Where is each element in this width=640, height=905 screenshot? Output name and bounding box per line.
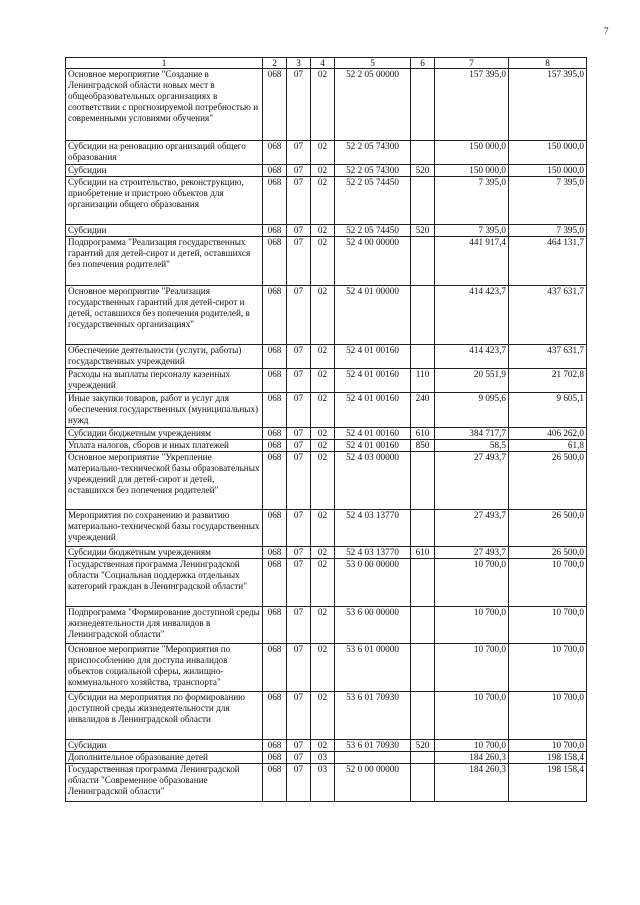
row-amount-year1: 10 700,0 bbox=[435, 644, 509, 692]
row-amount-year2: 26 500,0 bbox=[509, 452, 587, 510]
column-header: 8 bbox=[509, 58, 587, 69]
table-row bbox=[66, 69, 587, 141]
row-expense-type: 520 bbox=[411, 225, 435, 237]
row-amount-year1: 58,5 bbox=[435, 440, 509, 452]
row-name: Субсидии bbox=[66, 225, 263, 237]
row-name: Субсидии бюджетным учреждениям bbox=[66, 428, 263, 440]
table-row bbox=[66, 345, 587, 369]
row-amount-year1: 7 395,0 bbox=[435, 225, 509, 237]
row-subsection-code: 02 bbox=[311, 692, 335, 740]
row-subsection-code: 02 bbox=[311, 644, 335, 692]
row-target-article: 52 4 01 00000 bbox=[335, 286, 411, 345]
row-subsection-code: 02 bbox=[311, 393, 335, 428]
row-section-code: 07 bbox=[287, 225, 311, 237]
row-expense-type bbox=[411, 510, 435, 547]
row-target-article: 52 2 05 74450 bbox=[335, 177, 411, 225]
row-amount-year1: 184 260,3 bbox=[435, 752, 509, 764]
page-number: 7 bbox=[604, 26, 609, 36]
row-amount-year1: 7 395,0 bbox=[435, 177, 509, 225]
row-target-article: 52 0 00 00000 bbox=[335, 764, 411, 802]
row-name: Расходы на выплаты персоналу казенных учреждений bbox=[66, 369, 263, 393]
row-subsection-code: 02 bbox=[311, 440, 335, 452]
row-gr-code: 068 bbox=[263, 547, 287, 559]
table-row bbox=[66, 177, 587, 225]
row-amount-year2: 10 700,0 bbox=[509, 740, 587, 752]
row-gr-code: 068 bbox=[263, 345, 287, 369]
row-name: Государственная программа Ленинградской области "Социальная поддержка отдельных категорий граждан в Ленинградской области" bbox=[66, 559, 263, 607]
table-row bbox=[66, 393, 587, 428]
row-target-article: 52 2 05 74300 bbox=[335, 141, 411, 165]
row-gr-code: 068 bbox=[263, 225, 287, 237]
row-expense-type bbox=[411, 286, 435, 345]
row-expense-type: 610 bbox=[411, 547, 435, 559]
row-gr-code: 068 bbox=[263, 177, 287, 225]
table-row bbox=[66, 644, 587, 692]
row-target-article: 52 2 05 00000 bbox=[335, 69, 411, 141]
row-amount-year2: 10 700,0 bbox=[509, 644, 587, 692]
row-subsection-code: 02 bbox=[311, 177, 335, 225]
row-subsection-code: 02 bbox=[311, 345, 335, 369]
row-subsection-code: 02 bbox=[311, 225, 335, 237]
row-name: Обеспечение деятельности (услуги, работы) государственных учреждений bbox=[66, 345, 263, 369]
row-amount-year1: 9 095,6 bbox=[435, 393, 509, 428]
row-expense-type bbox=[411, 607, 435, 644]
budget-table bbox=[65, 57, 587, 802]
row-name: Субсидии bbox=[66, 165, 263, 177]
row-subsection-code: 02 bbox=[311, 428, 335, 440]
row-gr-code: 068 bbox=[263, 369, 287, 393]
table-row bbox=[66, 225, 587, 237]
row-target-article: 52 4 01 00160 bbox=[335, 345, 411, 369]
row-section-code: 07 bbox=[287, 452, 311, 510]
row-expense-type bbox=[411, 692, 435, 740]
column-header: 7 bbox=[435, 58, 509, 69]
column-header: 2 bbox=[263, 58, 287, 69]
table-row bbox=[66, 764, 587, 802]
row-name: Основное мероприятие "Укрепление материально-технической базы образовательных учреждений для детей-сирот и детей, оставшихся без попечения родителей" bbox=[66, 452, 263, 510]
row-name: Подпрограмма "Формирование доступной среды жизнедеятельности для инвалидов в Ленинградской области" bbox=[66, 607, 263, 644]
row-amount-year1: 441 917,4 bbox=[435, 237, 509, 286]
row-name: Уплата налогов, сборов и иных платежей bbox=[66, 440, 263, 452]
row-amount-year1: 150 000,0 bbox=[435, 141, 509, 165]
row-section-code: 07 bbox=[287, 237, 311, 286]
row-subsection-code: 02 bbox=[311, 559, 335, 607]
row-name: Основное мероприятие "Создание в Ленинградской области новых мест в общеобразовательных организациях в соответствии с прогнозируемой потребностью и современными условиями обучения" bbox=[66, 69, 263, 141]
row-section-code: 07 bbox=[287, 177, 311, 225]
row-section-code: 07 bbox=[287, 644, 311, 692]
row-target-article: 52 4 01 00160 bbox=[335, 440, 411, 452]
row-subsection-code: 02 bbox=[311, 237, 335, 286]
row-gr-code: 068 bbox=[263, 237, 287, 286]
row-amount-year1: 27 493,7 bbox=[435, 547, 509, 559]
table-row bbox=[66, 428, 587, 440]
row-target-article: 53 0 00 00000 bbox=[335, 559, 411, 607]
row-gr-code: 068 bbox=[263, 644, 287, 692]
row-subsection-code: 03 bbox=[311, 752, 335, 764]
row-subsection-code: 02 bbox=[311, 165, 335, 177]
table-row bbox=[66, 440, 587, 452]
row-target-article: 53 6 01 00000 bbox=[335, 644, 411, 692]
row-expense-type bbox=[411, 452, 435, 510]
row-target-article: 52 4 03 13770 bbox=[335, 510, 411, 547]
table-header-row bbox=[66, 58, 587, 69]
row-name: Субсидии бюджетным учреждениям bbox=[66, 547, 263, 559]
row-amount-year1: 157 395,0 bbox=[435, 69, 509, 141]
row-amount-year2: 157 395,0 bbox=[509, 69, 587, 141]
row-amount-year2: 437 631,7 bbox=[509, 345, 587, 369]
row-target-article: 52 2 05 74450 bbox=[335, 225, 411, 237]
row-expense-type bbox=[411, 752, 435, 764]
row-expense-type: 110 bbox=[411, 369, 435, 393]
row-amount-year2: 26 500,0 bbox=[509, 547, 587, 559]
column-header: 5 bbox=[335, 58, 411, 69]
table-row bbox=[66, 165, 587, 177]
row-amount-year2: 61,8 bbox=[509, 440, 587, 452]
row-amount-year2: 10 700,0 bbox=[509, 692, 587, 740]
column-header: 1 bbox=[66, 58, 263, 69]
row-expense-type bbox=[411, 69, 435, 141]
row-section-code: 07 bbox=[287, 69, 311, 141]
row-section-code: 07 bbox=[287, 286, 311, 345]
row-amount-year2: 21 702,8 bbox=[509, 369, 587, 393]
table-row bbox=[66, 559, 587, 607]
row-expense-type bbox=[411, 141, 435, 165]
table-row bbox=[66, 452, 587, 510]
row-section-code: 07 bbox=[287, 559, 311, 607]
table-row bbox=[66, 547, 587, 559]
row-amount-year2: 10 700,0 bbox=[509, 607, 587, 644]
row-amount-year1: 184 260,3 bbox=[435, 764, 509, 802]
row-name: Государственная программа Ленинградской области "Современное образование Ленинградской области" bbox=[66, 764, 263, 802]
table-row bbox=[66, 752, 587, 764]
row-amount-year2: 406 262,0 bbox=[509, 428, 587, 440]
row-name: Субсидии на мероприятия по формированию доступной среды жизнедеятельности для инвалидов в Ленинградской области bbox=[66, 692, 263, 740]
row-name: Субсидии bbox=[66, 740, 263, 752]
row-name: Дополнительное образование детей bbox=[66, 752, 263, 764]
row-subsection-code: 02 bbox=[311, 286, 335, 345]
row-amount-year2: 9 605,1 bbox=[509, 393, 587, 428]
row-gr-code: 068 bbox=[263, 286, 287, 345]
row-gr-code: 068 bbox=[263, 440, 287, 452]
row-subsection-code: 02 bbox=[311, 740, 335, 752]
row-amount-year1: 10 700,0 bbox=[435, 607, 509, 644]
table-row bbox=[66, 740, 587, 752]
row-target-article: 52 4 01 00160 bbox=[335, 428, 411, 440]
row-amount-year1: 27 493,7 bbox=[435, 510, 509, 547]
row-subsection-code: 02 bbox=[311, 547, 335, 559]
row-amount-year2: 150 000,0 bbox=[509, 165, 587, 177]
row-target-article: 53 6 01 70930 bbox=[335, 692, 411, 740]
row-name: Мероприятия по сохранению и развитию материально-технической базы государственных учреждений bbox=[66, 510, 263, 547]
row-section-code: 07 bbox=[287, 547, 311, 559]
table-row bbox=[66, 286, 587, 345]
row-gr-code: 068 bbox=[263, 692, 287, 740]
row-section-code: 07 bbox=[287, 393, 311, 428]
row-subsection-code: 02 bbox=[311, 510, 335, 547]
row-target-article: 53 6 00 00000 bbox=[335, 607, 411, 644]
table-row bbox=[66, 510, 587, 547]
row-amount-year2: 198 158,4 bbox=[509, 764, 587, 802]
row-subsection-code: 02 bbox=[311, 141, 335, 165]
row-section-code: 07 bbox=[287, 369, 311, 393]
row-subsection-code: 02 bbox=[311, 369, 335, 393]
row-expense-type: 850 bbox=[411, 440, 435, 452]
row-gr-code: 068 bbox=[263, 165, 287, 177]
row-gr-code: 068 bbox=[263, 452, 287, 510]
row-section-code: 07 bbox=[287, 428, 311, 440]
row-subsection-code: 02 bbox=[311, 607, 335, 644]
row-amount-year2: 26 500,0 bbox=[509, 510, 587, 547]
row-amount-year1: 10 700,0 bbox=[435, 692, 509, 740]
table-row bbox=[66, 692, 587, 740]
row-target-article: 52 4 03 00000 bbox=[335, 452, 411, 510]
row-expense-type: 240 bbox=[411, 393, 435, 428]
row-amount-year1: 10 700,0 bbox=[435, 559, 509, 607]
row-expense-type: 610 bbox=[411, 428, 435, 440]
row-name: Субсидии на реновацию организаций общего образования bbox=[66, 141, 263, 165]
row-section-code: 07 bbox=[287, 607, 311, 644]
row-gr-code: 068 bbox=[263, 764, 287, 802]
row-target-article: 52 4 03 13770 bbox=[335, 547, 411, 559]
row-amount-year2: 150 000,0 bbox=[509, 141, 587, 165]
row-amount-year2: 464 131,7 bbox=[509, 237, 587, 286]
row-subsection-code: 03 bbox=[311, 764, 335, 802]
row-section-code: 07 bbox=[287, 740, 311, 752]
row-expense-type bbox=[411, 764, 435, 802]
table-row bbox=[66, 369, 587, 393]
table-row bbox=[66, 237, 587, 286]
row-section-code: 07 bbox=[287, 165, 311, 177]
row-target-article bbox=[335, 752, 411, 764]
row-section-code: 07 bbox=[287, 141, 311, 165]
column-header: 4 bbox=[311, 58, 335, 69]
row-amount-year1: 20 551,9 bbox=[435, 369, 509, 393]
row-name: Основное мероприятие "Мероприятия по приспособлению для доступа инвалидов объектов социальной сферы, жилищно-коммунального хозяйства, транспорта" bbox=[66, 644, 263, 692]
row-gr-code: 068 bbox=[263, 393, 287, 428]
row-target-article: 52 4 01 00160 bbox=[335, 369, 411, 393]
column-header: 3 bbox=[287, 58, 311, 69]
row-gr-code: 068 bbox=[263, 510, 287, 547]
row-amount-year1: 27 493,7 bbox=[435, 452, 509, 510]
row-amount-year2: 10 700,0 bbox=[509, 559, 587, 607]
column-header: 6 bbox=[411, 58, 435, 69]
row-subsection-code: 02 bbox=[311, 69, 335, 141]
row-amount-year1: 384 717,7 bbox=[435, 428, 509, 440]
row-expense-type: 520 bbox=[411, 165, 435, 177]
row-expense-type bbox=[411, 644, 435, 692]
row-name: Субсидии на строительство, реконструкцию, приобретение и пристрою объектов для организации общего образования bbox=[66, 177, 263, 225]
row-section-code: 07 bbox=[287, 752, 311, 764]
row-gr-code: 068 bbox=[263, 428, 287, 440]
row-target-article: 52 2 05 74300 bbox=[335, 165, 411, 177]
row-name: Основное мероприятие "Реализация государственных гарантий для детей-сирот и детей, оставшихся без попечения родителей, в государственных организациях" bbox=[66, 286, 263, 345]
row-gr-code: 068 bbox=[263, 559, 287, 607]
row-amount-year1: 150 000,0 bbox=[435, 165, 509, 177]
row-gr-code: 068 bbox=[263, 69, 287, 141]
row-gr-code: 068 bbox=[263, 607, 287, 644]
row-target-article: 53 6 01 70930 bbox=[335, 740, 411, 752]
row-expense-type bbox=[411, 177, 435, 225]
row-expense-type: 520 bbox=[411, 740, 435, 752]
row-name: Подпрограмма "Реализация государственных гарантий для детей-сирот и детей, оставшихся без попечения родителей" bbox=[66, 237, 263, 286]
row-amount-year2: 437 631,7 bbox=[509, 286, 587, 345]
table-row bbox=[66, 607, 587, 644]
row-target-article: 52 4 00 00000 bbox=[335, 237, 411, 286]
row-target-article: 52 4 01 00160 bbox=[335, 393, 411, 428]
row-gr-code: 068 bbox=[263, 141, 287, 165]
row-expense-type bbox=[411, 237, 435, 286]
row-expense-type bbox=[411, 345, 435, 369]
row-amount-year2: 198 158,4 bbox=[509, 752, 587, 764]
row-section-code: 07 bbox=[287, 692, 311, 740]
row-gr-code: 068 bbox=[263, 740, 287, 752]
row-expense-type bbox=[411, 559, 435, 607]
row-section-code: 07 bbox=[287, 345, 311, 369]
row-section-code: 07 bbox=[287, 764, 311, 802]
row-amount-year1: 414 423,7 bbox=[435, 345, 509, 369]
row-amount-year1: 10 700,0 bbox=[435, 740, 509, 752]
row-amount-year1: 414 423,7 bbox=[435, 286, 509, 345]
table-body bbox=[66, 69, 587, 802]
row-amount-year2: 7 395,0 bbox=[509, 177, 587, 225]
row-gr-code: 068 bbox=[263, 752, 287, 764]
row-name: Иные закупки товаров, работ и услуг для обеспечения государственных (муниципальных) нужд bbox=[66, 393, 263, 428]
row-amount-year2: 7 395,0 bbox=[509, 225, 587, 237]
table-row bbox=[66, 141, 587, 165]
row-section-code: 07 bbox=[287, 440, 311, 452]
row-section-code: 07 bbox=[287, 510, 311, 547]
row-subsection-code: 02 bbox=[311, 452, 335, 510]
